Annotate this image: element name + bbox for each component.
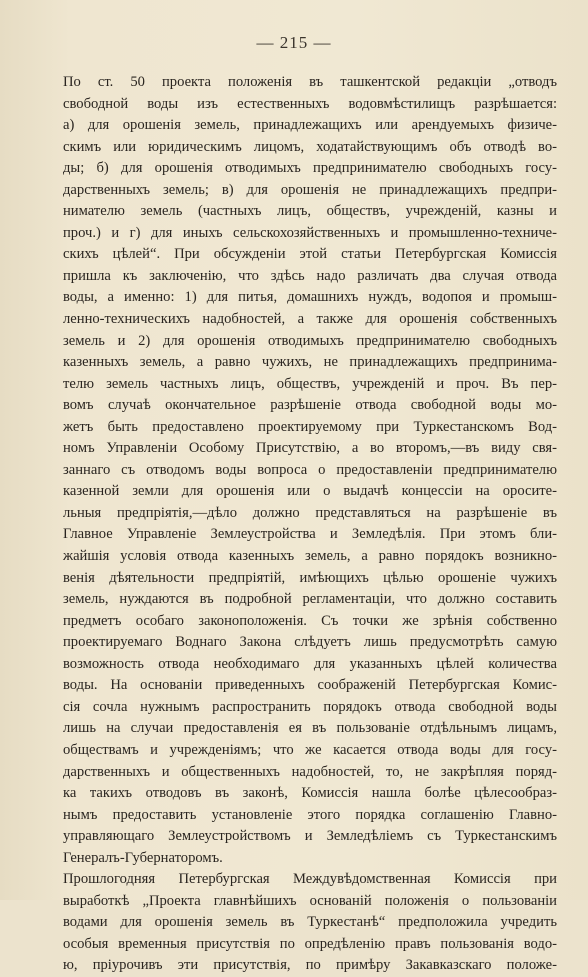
text-line: дарственныхъ и общественныхъ надобностей, то, не закрѣпляя поряд- xyxy=(63,763,557,780)
text-line: жайшія условія отвода казенныхъ земель, а равно порядокъ возникно- xyxy=(63,548,557,565)
text-line: возможность отвода необходимаго для указанныхъ цѣлей количества xyxy=(63,655,557,672)
text-line: По ст. 50 проекта положенія въ ташкентской редакціи „отводъ xyxy=(63,74,557,90)
text-line: скимъ или юридическимъ лицомъ, ходатайствующимъ объ отводѣ во- xyxy=(63,138,557,155)
text-line: венія дѣятельности предпріятій, имѣющихъ цѣлью орошеніе чужихъ xyxy=(63,569,557,586)
text-line: свободной воды изъ естественныхъ водовмѣстилищъ разрѣшается: xyxy=(63,95,557,112)
text-line: номъ Управленіи Особому Присутствію, а во второмъ,—въ виду свя- xyxy=(63,440,557,457)
text-line: Прошлогодняя Петербургская Междувѣдомственная Комиссія при xyxy=(63,871,557,888)
text-line: заннаго съ отводомъ воды вопроса о предоставленіи предпринимателю xyxy=(63,461,557,478)
text-line: лишь на случаи предоставленія ея въ пользованіе отдѣльнымъ лицамъ, xyxy=(63,720,557,737)
text-line: скихъ цѣлей“. При обсужденіи этой статьи Петербургская Комиссія xyxy=(63,246,557,263)
text-line: дарственныхъ земель; в) для орошенія не принадлежащихъ предпри- xyxy=(63,181,557,198)
text-line: казенныхъ земель, а равно чужихъ, не принадлежащихъ предпринима- xyxy=(63,354,557,371)
text-line: воды. На основаніи приведенныхъ соображеній Петербургская Комис- xyxy=(63,677,557,694)
text-line: ю, пріурочивъ эти присутствія, по примѣру Закавказскаго положе- xyxy=(63,957,557,974)
text-line: нымъ предоставить установленіе этого порядка соглашенію Главно- xyxy=(63,806,557,823)
text-line: жетъ быть предоставлено проектируемому при Туркестанскомъ Вод- xyxy=(63,418,557,435)
text-line: ленно-техническихъ надобностей, а также для орошенія собственныхъ xyxy=(63,311,557,328)
text-line: земель, нуждаются въ подробной регламентаціи, что должно составить xyxy=(63,591,557,608)
body-text xyxy=(63,72,557,977)
text-line: земель и 2) для орошенія отводимыхъ предпринимателю свободныхъ xyxy=(63,332,557,349)
page-number: — 215 — xyxy=(256,33,332,52)
text-line: управляющаго Землеустройствомъ и Земледѣліемъ съ Туркестанскимъ xyxy=(63,828,557,845)
text-line: ды; б) для орошенія отводимыхъ предпринимателю свободныхъ госу- xyxy=(63,160,557,177)
text-line: сія сочла нужнымъ распространить порядокъ отвода свободной воды xyxy=(63,698,557,715)
text-line: Главное Управленіе Землеустройства и Земледѣлія. При этомъ бли- xyxy=(63,526,557,543)
text-line: проектируемаго Воднаго Закона слѣдуетъ лишь предусмотрѣть самую xyxy=(63,634,557,651)
text-line: вомъ случаѣ окончательное разрѣшеніе отвода свободной воды мо- xyxy=(63,397,557,414)
text-line: льныя предпріятія,—дѣло должно представляться на разрѣшеніе въ xyxy=(63,504,557,521)
text-line: воды, а именно: 1) для питья, домашнихъ нуждъ, водопоя и промыш- xyxy=(63,289,557,306)
text-line: предметъ особаго законоположенія. Съ точки же зрѣнія собственно xyxy=(63,612,557,629)
text-line: проч.) и г) для иныхъ сельскохозяйственныхъ и промышленно-техниче- xyxy=(63,224,557,241)
text-line: телю земель частныхъ лицъ, обществъ, учрежденій и проч. Въ пер- xyxy=(63,375,557,392)
text-line: пришла къ заключенію, что здѣсь надо различать два случая отвода xyxy=(63,267,557,284)
text-line: выработкѣ „Проекта главнѣйшихъ основаній положенія о пользованіи xyxy=(63,892,557,909)
text-line: обществамъ и учрежденіямъ; что же касается отвода воды для госу- xyxy=(63,741,557,758)
text-line: особыя временныя присутствія по опредѣленію правъ пользованія водо- xyxy=(63,935,557,952)
text-line: а) для орошенія земель, принадлежащихъ или арендуемыхъ физиче- xyxy=(63,117,557,134)
text-line: ка такихъ отводовъ въ законѣ, Комиссія нашла болѣе цѣлесообраз- xyxy=(63,785,557,802)
text-line: казенной земли для орошенія или о выдачѣ концессіи на оросите- xyxy=(63,483,557,500)
text-line: водами для орошенія земель въ Туркестанѣ“ предположила учредить xyxy=(63,914,557,931)
text-line: нимателю земель (частныхъ лицъ, обществъ, учрежденій, казны и xyxy=(63,203,557,220)
text-line: Генералъ-Губернаторомъ. xyxy=(63,849,223,866)
